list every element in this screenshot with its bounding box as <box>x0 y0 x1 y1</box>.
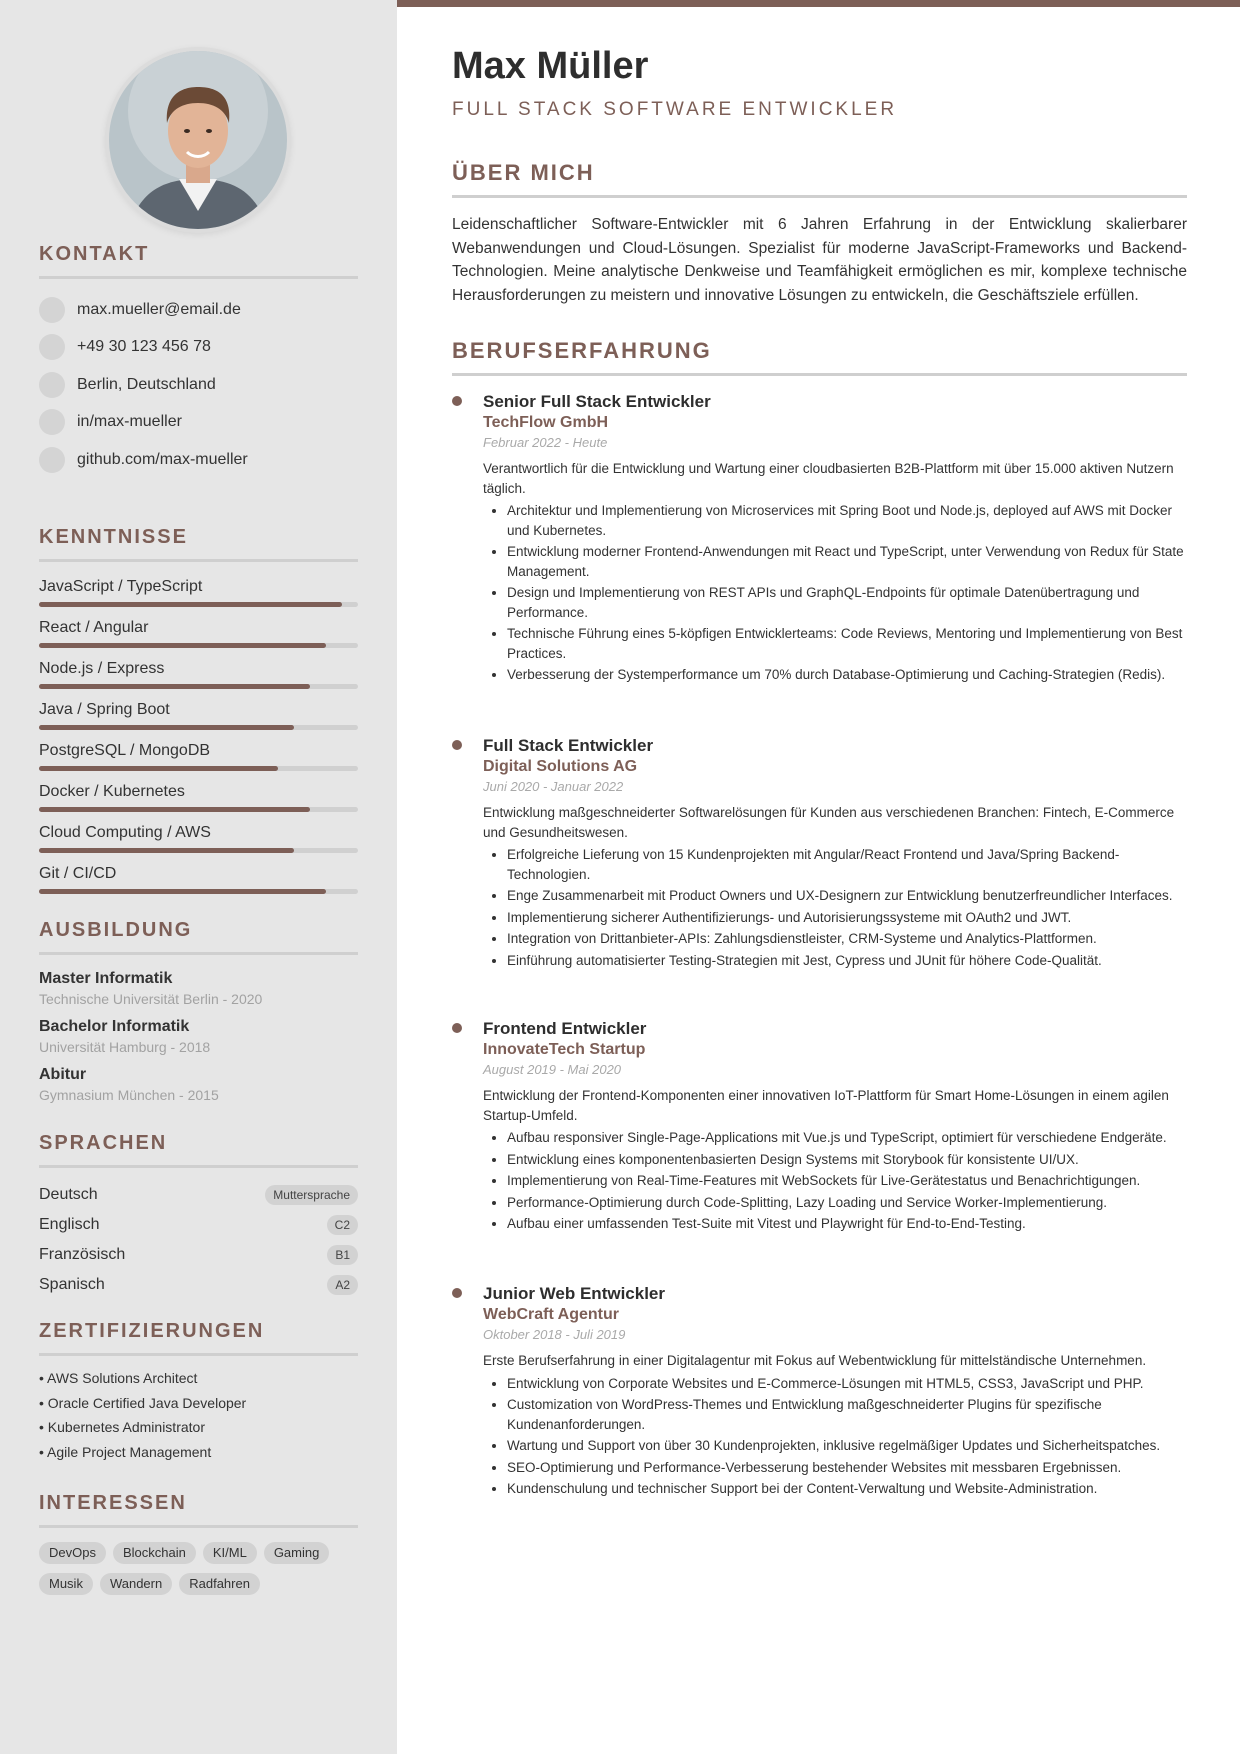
timeline-dot <box>452 396 462 406</box>
job-bullets <box>483 1128 1187 1234</box>
email-icon <box>39 297 65 323</box>
education-section <box>39 919 358 1114</box>
language-name: Englisch <box>39 1216 100 1233</box>
skill-bar-track <box>39 643 358 648</box>
timeline-dot <box>452 1023 462 1033</box>
interest-tag: Gaming <box>264 1542 330 1564</box>
linkedin-icon <box>39 409 65 435</box>
languages-title: SPRACHEN <box>39 1132 358 1168</box>
skill-item <box>39 821 358 862</box>
language-name: Französisch <box>39 1246 126 1263</box>
job-bullet: • Enge Zusammenarbeit mit Product Owners und UX-Designern zur Entwicklung benutzerfreundlicher Interfaces. <box>507 886 1187 906</box>
skill-item <box>39 739 358 780</box>
skill-name: React / Angular <box>39 619 149 636</box>
education-school: Universität Hamburg - 2018 <box>39 1039 211 1055</box>
language-name: Deutsch <box>39 1186 98 1203</box>
job-bullet: • Erfolgreiche Lieferung von 15 Kundenprojekten mit Angular/React Frontend und Java/Spring Backend-Technologien. <box>507 845 1187 884</box>
skill-name: JavaScript / TypeScript <box>39 578 203 595</box>
github-icon <box>39 447 65 473</box>
job-date: Juni 2020 - Januar 2022 <box>483 779 624 794</box>
education-item <box>39 1066 358 1114</box>
experience-title: BERUFSERFAHRUNG <box>452 338 1187 376</box>
job-entry <box>452 392 1187 687</box>
interests-section <box>39 1492 358 1604</box>
contact-text: Berlin, Deutschland <box>77 375 216 393</box>
skill-name: Cloud Computing / AWS <box>39 824 211 841</box>
skill-item <box>39 780 358 821</box>
skill-bar-track <box>39 684 358 689</box>
portrait-image <box>109 51 287 229</box>
languages-section <box>39 1132 358 1300</box>
education-school: Gymnasium München - 2015 <box>39 1087 219 1103</box>
skill-bar-fill <box>39 643 326 648</box>
language-row <box>39 1240 358 1270</box>
interest-tag: Wandern <box>100 1573 172 1595</box>
job-bullet: • Kundenschulung und technischer Support bei der Content-Verwaltung und Website-Administration. <box>507 1479 1187 1499</box>
job-bullets <box>483 501 1187 685</box>
skill-name: Git / CI/CD <box>39 865 117 882</box>
skill-bar-track <box>39 807 358 812</box>
certification-item: • Agile Project Management <box>39 1443 212 1460</box>
about-text: Leidenschaftlicher Software-Entwickler mit 6 Jahren Erfahrung in der Entwicklung skalierbarer Webanwendungen und Cloud-Lösungen. Spezialist für moderne JavaScript-Frameworks und Backend-Technologien. Meine analytische Denkweise und Teamfähigkeit ermöglichen es mir, komplexe technische Herausforderungen zu meistern und innovative Lösungen zu entwickeln, die Geschäftsziele erfüllen. <box>452 216 1187 304</box>
profile-photo <box>109 51 287 229</box>
skill-bar-track <box>39 766 358 771</box>
job-title: Full Stack Entwickler <box>483 736 654 755</box>
job-bullet: • Wartung und Support von über 30 Kundenprojekten, inklusive regelmäßiger Updates und Sicherheitspatches. <box>507 1436 1187 1456</box>
skill-bar-track <box>39 725 358 730</box>
job-bullet: • Integration von Drittanbieter-APIs: Zahlungsdienstleister, CRM-Systeme und Analytics-Plattformen. <box>507 929 1187 949</box>
interest-tag: Musik <box>39 1573 93 1595</box>
language-level-badge: B1 <box>327 1245 358 1265</box>
contact-linkedin[interactable] <box>39 404 358 442</box>
contact-text: github.com/max-mueller <box>77 450 248 468</box>
skill-item <box>39 616 358 657</box>
language-row <box>39 1180 358 1210</box>
job-title: Frontend Entwickler <box>483 1019 647 1038</box>
certifications-section <box>39 1320 358 1468</box>
certification-item: • AWS Solutions Architect <box>39 1370 198 1386</box>
job-bullet: • Performance-Optimierung durch Code-Splitting, Lazy Loading und Service Worker-Implementierung. <box>507 1193 1187 1213</box>
candidate-name: Max Müller <box>452 45 649 87</box>
job-company: InnovateTech Startup <box>483 1041 646 1058</box>
job-company: WebCraft Agentur <box>483 1306 619 1323</box>
education-school: Technische Universität Berlin - 2020 <box>39 991 263 1007</box>
job-date: August 2019 - Mai 2020 <box>483 1062 622 1077</box>
job-bullet: • Entwicklung moderner Frontend-Anwendungen mit React und TypeScript, unter Verwendung von Redux für State Management. <box>507 542 1187 581</box>
interest-tag: Radfahren <box>179 1573 260 1595</box>
interest-tag: KI/ML <box>203 1542 257 1564</box>
contact-title: KONTAKT <box>39 243 358 279</box>
job-bullet: • Entwicklung von Corporate Websites und E-Commerce-Lösungen mit HTML5, CSS3, JavaScript und PHP. <box>507 1374 1187 1394</box>
skills-section <box>39 526 358 903</box>
skill-name: Node.js / Express <box>39 660 165 677</box>
skill-item <box>39 862 358 903</box>
job-description: Verantwortlich für die Entwicklung und Wartung einer cloudbasierten B2B-Plattform mit über 15.000 aktiven Nutzern täglich. <box>483 461 1174 496</box>
contact-phone[interactable] <box>39 329 358 367</box>
education-title: AUSBILDUNG <box>39 919 358 955</box>
skill-bar-fill <box>39 725 294 730</box>
skill-bar-fill <box>39 807 310 812</box>
skill-name: PostgreSQL / MongoDB <box>39 742 211 759</box>
job-bullet: • Architektur und Implementierung von Microservices mit Spring Boot und Node.js, deployed auf AWS mit Docker und Kubernetes. <box>507 501 1187 540</box>
job-bullet: • Implementierung von Real-Time-Features mit WebSockets für Live-Gerätestatus und Benachrichtigungen. <box>507 1171 1187 1191</box>
skill-bar-fill <box>39 848 294 853</box>
job-bullet: • Customization von WordPress-Themes und Entwicklung maßgeschneiderter Plugins für spezifische Kundenanforderungen. <box>507 1395 1187 1434</box>
language-name: Spanisch <box>39 1276 105 1293</box>
about-title: ÜBER MICH <box>452 160 1187 198</box>
job-title: Junior Web Entwickler <box>483 1284 666 1303</box>
language-level-badge: Muttersprache <box>265 1185 358 1205</box>
job-company: TechFlow GmbH <box>483 414 609 431</box>
job-entry <box>452 1284 1187 1501</box>
phone-icon <box>39 334 65 360</box>
job-description: Erste Berufserfahrung in einer Digitalagentur mit Fokus auf Webentwicklung für mittelständische Unternehmen. <box>483 1353 1147 1368</box>
contact-github[interactable] <box>39 441 358 479</box>
job-bullet: • Einführung automatisierter Testing-Strategien mit Jest, Cypress und JUnit für höhere Code-Qualität. <box>507 951 1187 971</box>
language-row <box>39 1270 358 1300</box>
contact-email[interactable] <box>39 291 358 329</box>
skill-item <box>39 698 358 739</box>
job-bullet: • Entwicklung eines komponentenbasierten Design Systems mit Storybook für konsistente UI/UX. <box>507 1150 1187 1170</box>
education-degree: Bachelor Informatik <box>39 1018 190 1035</box>
timeline-dot <box>452 740 462 750</box>
job-bullet: • Aufbau responsiver Single-Page-Applications mit Vue.js und TypeScript, optimiert für verschiedene Endgeräte. <box>507 1128 1187 1148</box>
certifications-title: ZERTIFIZIERUNGEN <box>39 1320 358 1356</box>
education-degree: Abitur <box>39 1066 87 1083</box>
main-content <box>397 0 1240 1754</box>
certification-item: • Oracle Certified Java Developer <box>39 1394 247 1411</box>
skills-title: KENNTNISSE <box>39 526 358 562</box>
contact-location <box>39 366 358 404</box>
job-bullet: • Verbesserung der Systemperformance um 70% durch Database-Optimierung und Caching-Strategien (Redis). <box>507 665 1187 685</box>
job-date: Oktober 2018 - Juli 2019 <box>483 1327 626 1342</box>
job-bullet: • Aufbau einer umfassenden Test-Suite mit Vitest und Playwright für End-to-End-Testing. <box>507 1214 1187 1234</box>
skill-bar-fill <box>39 602 342 607</box>
education-degree: Master Informatik <box>39 970 173 987</box>
job-bullets <box>483 1374 1187 1499</box>
job-bullet: • SEO-Optimierung und Performance-Verbesserung bestehender Websites mit messbaren Ergebnissen. <box>507 1458 1187 1478</box>
certification-item: • Kubernetes Administrator <box>39 1419 205 1435</box>
job-description: Entwicklung maßgeschneiderter Softwarelösungen für Kunden aus verschiedenen Branchen: Fintech, E-Commerce und Gesundheitswesen. <box>483 805 1175 840</box>
job-bullets <box>483 845 1187 970</box>
contact-text: +49 30 123 456 78 <box>77 338 211 356</box>
skill-bar-track <box>39 602 358 607</box>
interests-title: INTERESSEN <box>39 1492 358 1528</box>
timeline-dot <box>452 1288 462 1298</box>
education-item <box>39 1018 358 1066</box>
skill-bar-fill <box>39 684 310 689</box>
job-bullet: • Design und Implementierung von REST APIs und GraphQL-Endpoints für optimale Datenübertragung und Performance. <box>507 583 1187 622</box>
job-bullet: • Implementierung sicherer Authentifizierungs- und Autorisierungssysteme mit OAuth2 und JWT. <box>507 908 1187 928</box>
skill-bar-fill <box>39 766 278 771</box>
interest-tag: Blockchain <box>113 1542 196 1564</box>
language-row <box>39 1210 358 1240</box>
contact-text: in/max-mueller <box>77 413 182 431</box>
skill-bar-fill <box>39 889 326 894</box>
language-level-badge: C2 <box>327 1215 358 1235</box>
sidebar <box>0 0 397 1754</box>
job-bullet: • Technische Führung eines 5-köpfigen Entwicklerteams: Code Reviews, Mentoring und Implementierung von Best Practices. <box>507 624 1187 663</box>
interest-tag: DevOps <box>39 1542 106 1564</box>
skill-bar-track <box>39 889 358 894</box>
job-title: Senior Full Stack Entwickler <box>483 392 711 411</box>
job-date: Februar 2022 - Heute <box>483 435 608 450</box>
job-company: Digital Solutions AG <box>483 758 638 775</box>
job-description: Entwicklung der Frontend-Komponenten einer innovativen IoT-Plattform für Smart Home-Lösungen in einem agilen Startup-Umfeld. <box>483 1088 1169 1123</box>
job-entry <box>452 1019 1187 1236</box>
candidate-role: FULL STACK SOFTWARE ENTWICKLER <box>452 99 898 120</box>
education-item <box>39 970 358 1018</box>
location-icon <box>39 372 65 398</box>
skill-name: Java / Spring Boot <box>39 701 170 718</box>
skill-name: Docker / Kubernetes <box>39 783 185 800</box>
accent-bar <box>397 0 1240 7</box>
contact-text: max.mueller@email.de <box>77 300 241 318</box>
language-level-badge: A2 <box>327 1275 358 1295</box>
contact-section <box>39 243 358 479</box>
job-entry <box>452 736 1187 972</box>
skill-item <box>39 575 358 616</box>
skill-item <box>39 657 358 698</box>
skill-bar-track <box>39 848 358 853</box>
